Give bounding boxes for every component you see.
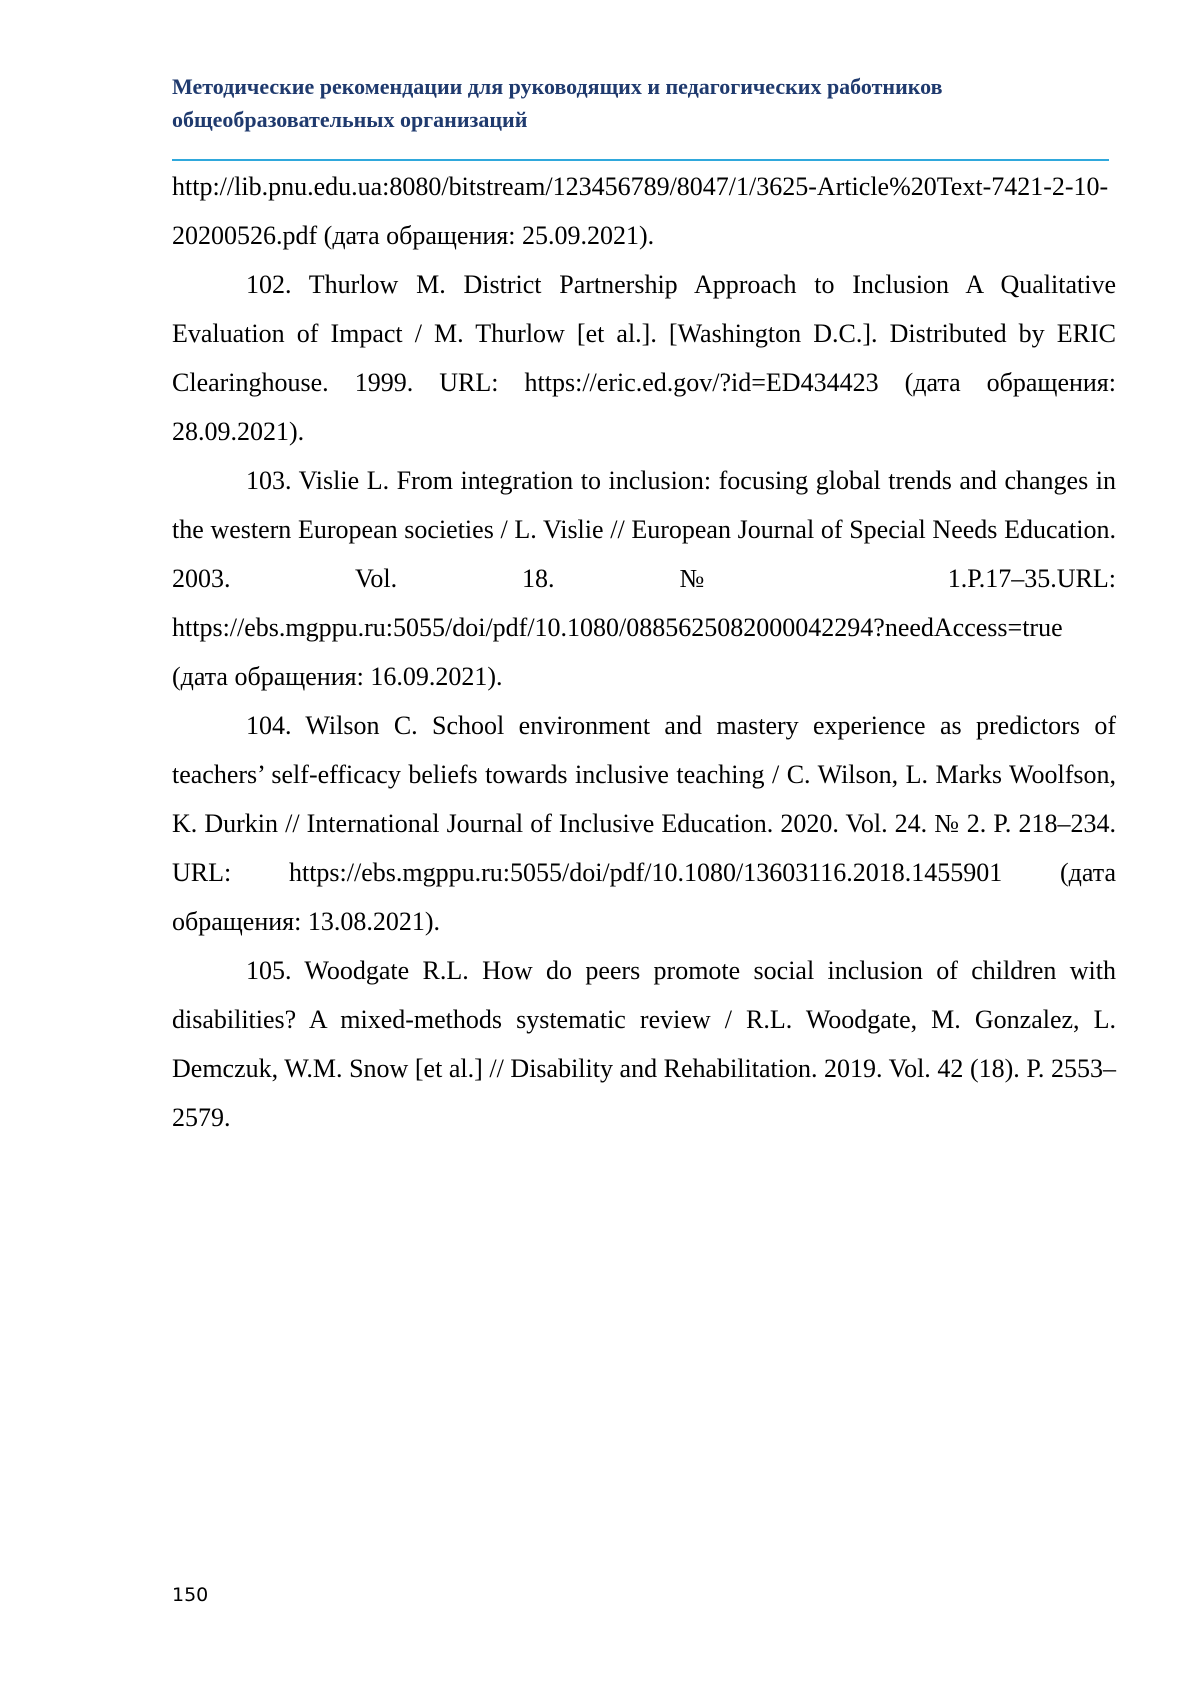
header-title-line-1: Методические рекомендации для руководящих и педагогических работников <box>172 74 943 99</box>
header-title-line-2: общеобразовательных организаций <box>172 107 528 132</box>
running-header <box>172 70 1112 136</box>
reference-101-continuation: http://lib.pnu.edu.ua:8080/bitstream/123456789/8047/1/3625-Article%20Text-7421-2-10-20200526.pdf (дата обращения: 25.09.2021). <box>172 172 1109 250</box>
reference-103: 103. Vislie L. From integration to inclusion: focusing global trends and changes in the western European societies / L. Vislie // European Journal of Special Needs Education. 2003. Vol. 18. № 1.P.17–35.URL: https://ebs.mgppu.ru:5055/doi/pdf/10.1080/0885625082000042294?needAccess=true (дата обращения: 16.09.2021). <box>172 466 1116 691</box>
page-number: 150 <box>172 1584 209 1606</box>
reference-102: 102. Thurlow M. District Partnership Approach to Inclusion A Qualitative Evaluation of Impact / M. Thurlow [et al.]. [Washington D.C.]. Distributed by ERIC Clearinghouse. 1999. URL: https://eric.ed.gov/?id=ED434423 (дата обращения: 28.09.2021). <box>172 270 1116 446</box>
header-divider <box>172 159 1109 161</box>
reference-104: 104. Wilson C. School environment and mastery experience as predictors of teachers’ self-efficacy beliefs towards inclusive teaching / C. Wilson, L. Marks Woolfson, K. Durkin // International Journal of Inclusive Education. 2020. Vol. 24. № 2. P. 218–234. URL: https://ebs.mgppu.ru:5055/doi/pdf/10.1080/13603116.2018.1455901 (дата обращения: 13.08.2021). <box>172 711 1116 936</box>
reference-105: 105. Woodgate R.L. How do peers promote social inclusion of children with disabilities? A mixed-methods systematic review / R.L. Woodgate, M. Gonzalez, L. Demczuk, W.M. Snow [et al.] // Disability and Rehabilitation. 2019. Vol. 42 (18). P. 2553–2579. <box>172 956 1116 1132</box>
reference-list <box>172 162 1116 1142</box>
